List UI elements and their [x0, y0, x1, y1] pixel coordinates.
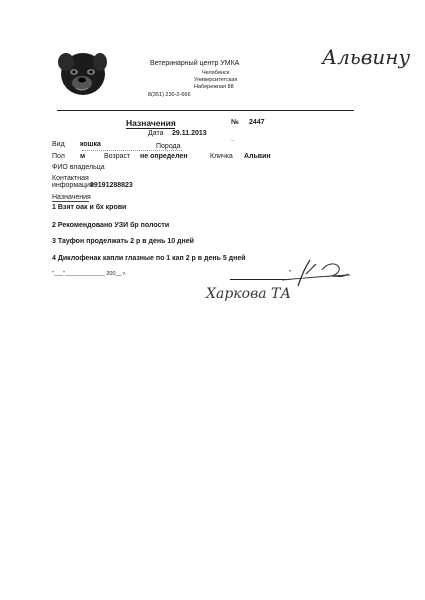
clinic-embankment: Набережная 88: [194, 84, 234, 90]
breed-label: Порода: [156, 143, 181, 150]
sex-value: м: [80, 153, 86, 160]
date-blank: "___"_____________ 200__ г.: [52, 271, 127, 277]
sex-label: Пол: [52, 153, 65, 160]
prescription-item: 2 Рекомендовано УЗИ бр полости: [52, 222, 170, 229]
nickname-label: Кличка: [210, 153, 233, 160]
title-underline: [126, 128, 175, 129]
species-value: кошка: [80, 141, 101, 148]
handwritten-patient-name: Альвину: [322, 45, 411, 69]
form-date: 29.11.2013: [172, 130, 207, 137]
contact-label-line2: информация: [52, 182, 94, 189]
form-title: Назначения: [126, 118, 176, 128]
prescriptions-heading: Назначения: [52, 194, 91, 201]
age-value: не определен: [140, 153, 188, 160]
owner-label: ФИО владельца: [52, 164, 105, 171]
signature-quote: ": [289, 270, 292, 277]
age-label: Возраст: [104, 153, 131, 160]
handwritten-signer-name: Харкова ТА: [206, 286, 291, 302]
prescriptions-heading-underline: [52, 201, 89, 202]
prescription-item: 3 Тауфон проделжать 2 р в день 10 дней: [52, 238, 194, 245]
date-label: Дата: [148, 130, 164, 137]
contact-value: 89191288823: [90, 182, 133, 189]
signature-scribble: [276, 256, 356, 288]
clinic-phone: 8(351) 230-2-666: [148, 92, 191, 98]
header-divider: [57, 110, 354, 111]
clinic-logo-dog-icon: [56, 48, 108, 98]
clinic-city: Челябинск: [202, 70, 230, 76]
nickname-value: Альвин: [244, 153, 271, 160]
form-number: 2447: [249, 119, 265, 126]
clinic-street: Университетская: [194, 77, 238, 83]
contact-label-line1: Контактная: [52, 175, 89, 182]
prescription-item: 1 Взят оак и бх крови: [52, 204, 127, 211]
number-label: №: [231, 119, 239, 126]
clinic-name: Ветеринарный центр УМКА: [150, 60, 240, 67]
breed-dash: –: [231, 138, 235, 144]
species-label: Вид: [52, 141, 65, 148]
species-underline: [82, 150, 182, 151]
prescription-item: 4 Диклофенак капли глазные по 1 кап 2 р в день 5 дней: [52, 255, 246, 262]
